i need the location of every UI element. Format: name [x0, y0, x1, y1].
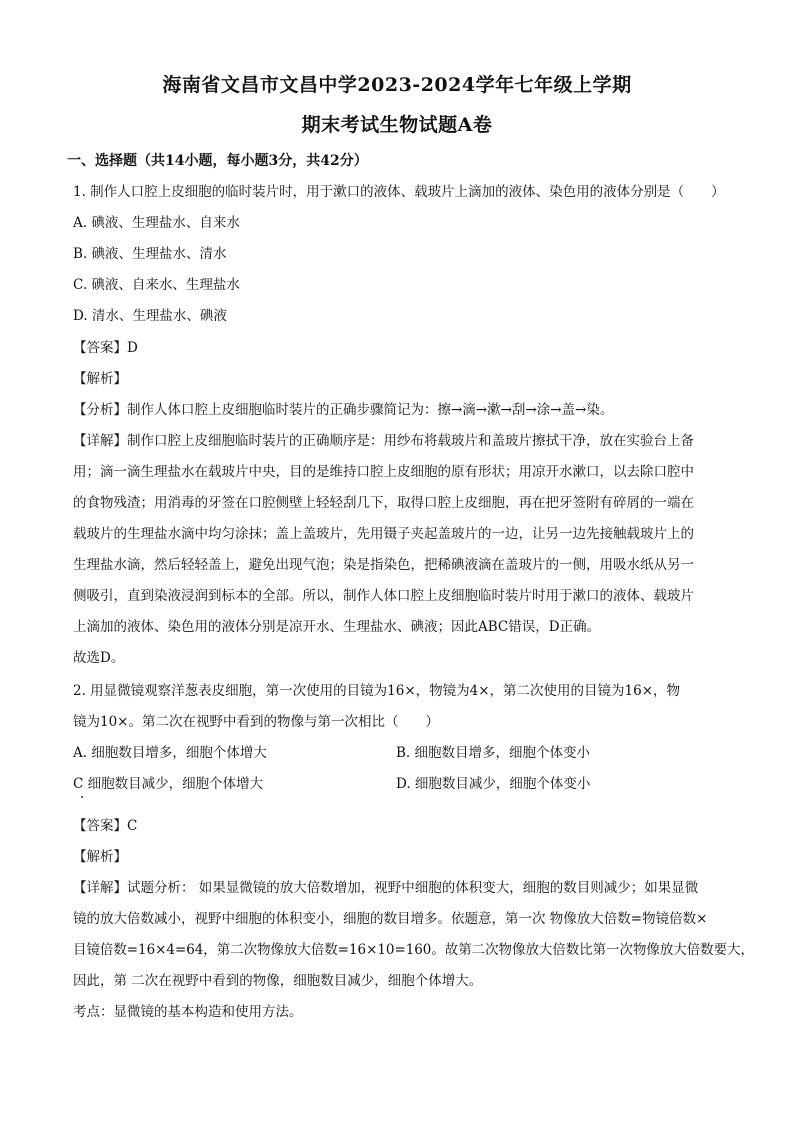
- q2-option-a: A. 细胞数目增多，细胞个体增大: [73, 745, 267, 761]
- q2-answer: 【答案】C: [73, 818, 138, 834]
- q2-stem-line: 镜为10×。第二次在视野中看到的物像与第一次相比（ ）: [73, 714, 439, 730]
- q1-answer: 【答案】D: [73, 340, 138, 356]
- q1-detail-line: 载玻片的生理盐水滴中均匀涂抹；盖上盖玻片，先用镊子夹起盖玻片的一边，让另一边先接触载玻片上的: [73, 526, 694, 542]
- q1-conclusion: 故选D。: [73, 650, 125, 666]
- q1-option-d: D. 清水、生理盐水、碘液: [73, 308, 227, 324]
- q1-detail-line: 生理盐水滴，然后轻轻盖上，避免出现气泡；染是指染色，把稀碘液滴在盖玻片的一侧，用吸水纸从另一: [73, 557, 694, 573]
- q2-option-c: C 细胞数目减少，细胞个体增大: [73, 776, 264, 792]
- q2-detail-line: 目镜倍数=16×4=64，第二次物像放大倍数=16×10=160。故第二次物像放大倍数比第一次物像放大倍数要大，: [73, 942, 754, 958]
- q1-detail-line: 侧吸引，直到染液浸润到标本的全部。所以，制作人体口腔上皮细胞临时装片时用于漱口的液体、载玻片: [73, 588, 694, 604]
- q2-kaodian: 考点：显微镜的基本构造和使用方法。: [73, 1004, 303, 1020]
- q1-option-b: B. 碘液、生理盐水、清水: [73, 246, 227, 262]
- q2-analysis-label: 【解析】: [73, 849, 127, 865]
- q1-detail-line: 上滴加的液体、染色用的液体分别是凉开水、生理盐水、碘液；因此ABC错误，D正确。: [73, 619, 601, 635]
- q2-detail-line: 【详解】试题分析： 如果显微镜的放大倍数增加，视野中细胞的体积变大，细胞的数目则减少；如果显微: [73, 880, 699, 896]
- q1-option-a: A. 碘液、生理盐水、自来水: [73, 215, 240, 231]
- q1-detail-line: 用；滴一滴生理盐水在载玻片中央，目的是维持口腔上皮细胞的原有形状；用凉开水漱口，以去除口腔中: [73, 464, 694, 480]
- q1-fenxi: 【分析】制作人体口腔上皮细胞临时装片的正确步骤简记为：擦→滴→漱→刮→涂→盖→染。: [73, 402, 614, 418]
- q1-analysis-label: 【解析】: [73, 371, 127, 387]
- section-heading: 一、选择题（共14小题，每小题3分，共42分）: [67, 153, 368, 169]
- q2-option-b: B. 细胞数目增多，细胞个体变小: [396, 745, 591, 761]
- q1-detail-line: 【详解】制作口腔上皮细胞临时装片的正确顺序是：用纱布将载玻片和盖玻片擦拭干净，放在实验台上备: [73, 433, 694, 449]
- q2-detail-line: 镜的放大倍数减小，视野中细胞的体积变小，细胞的数目增多。依题意，第一次 物像放大倍数=物镜倍数×: [73, 911, 708, 927]
- q2-stem-line: 2. 用显微镜观察洋葱表皮细胞，第一次使用的目镜为16×，物镜为4×，第二次使用的目镜为16×，物: [73, 683, 681, 699]
- q1-detail-line: 的食物残渣；用消毒的牙签在口腔侧壁上轻轻刮几下，取得口腔上皮细胞，再在把牙签附有碎屑的一端在: [73, 495, 694, 511]
- document-title-line2: 期末考试生物试题A卷: [301, 114, 493, 136]
- stray-dot-mark: [81, 796, 83, 798]
- q2-detail-line: 因此，第 二次在视野中看到的物像，细胞数目减少，细胞个体增大。: [73, 973, 483, 989]
- document-title-line1: 海南省文昌市文昌中学2023-2024学年七年级上学期: [162, 74, 632, 96]
- q1-option-c: C. 碘液、自来水、生理盐水: [73, 277, 240, 293]
- q2-option-d: D. 细胞数目减少，细胞个体变小: [396, 776, 591, 792]
- q1-stem: 1. 制作人口腔上皮细胞的临时装片时，用于漱口的液体、载玻片上滴加的液体、染色用的液体分别是（ ）: [73, 184, 725, 200]
